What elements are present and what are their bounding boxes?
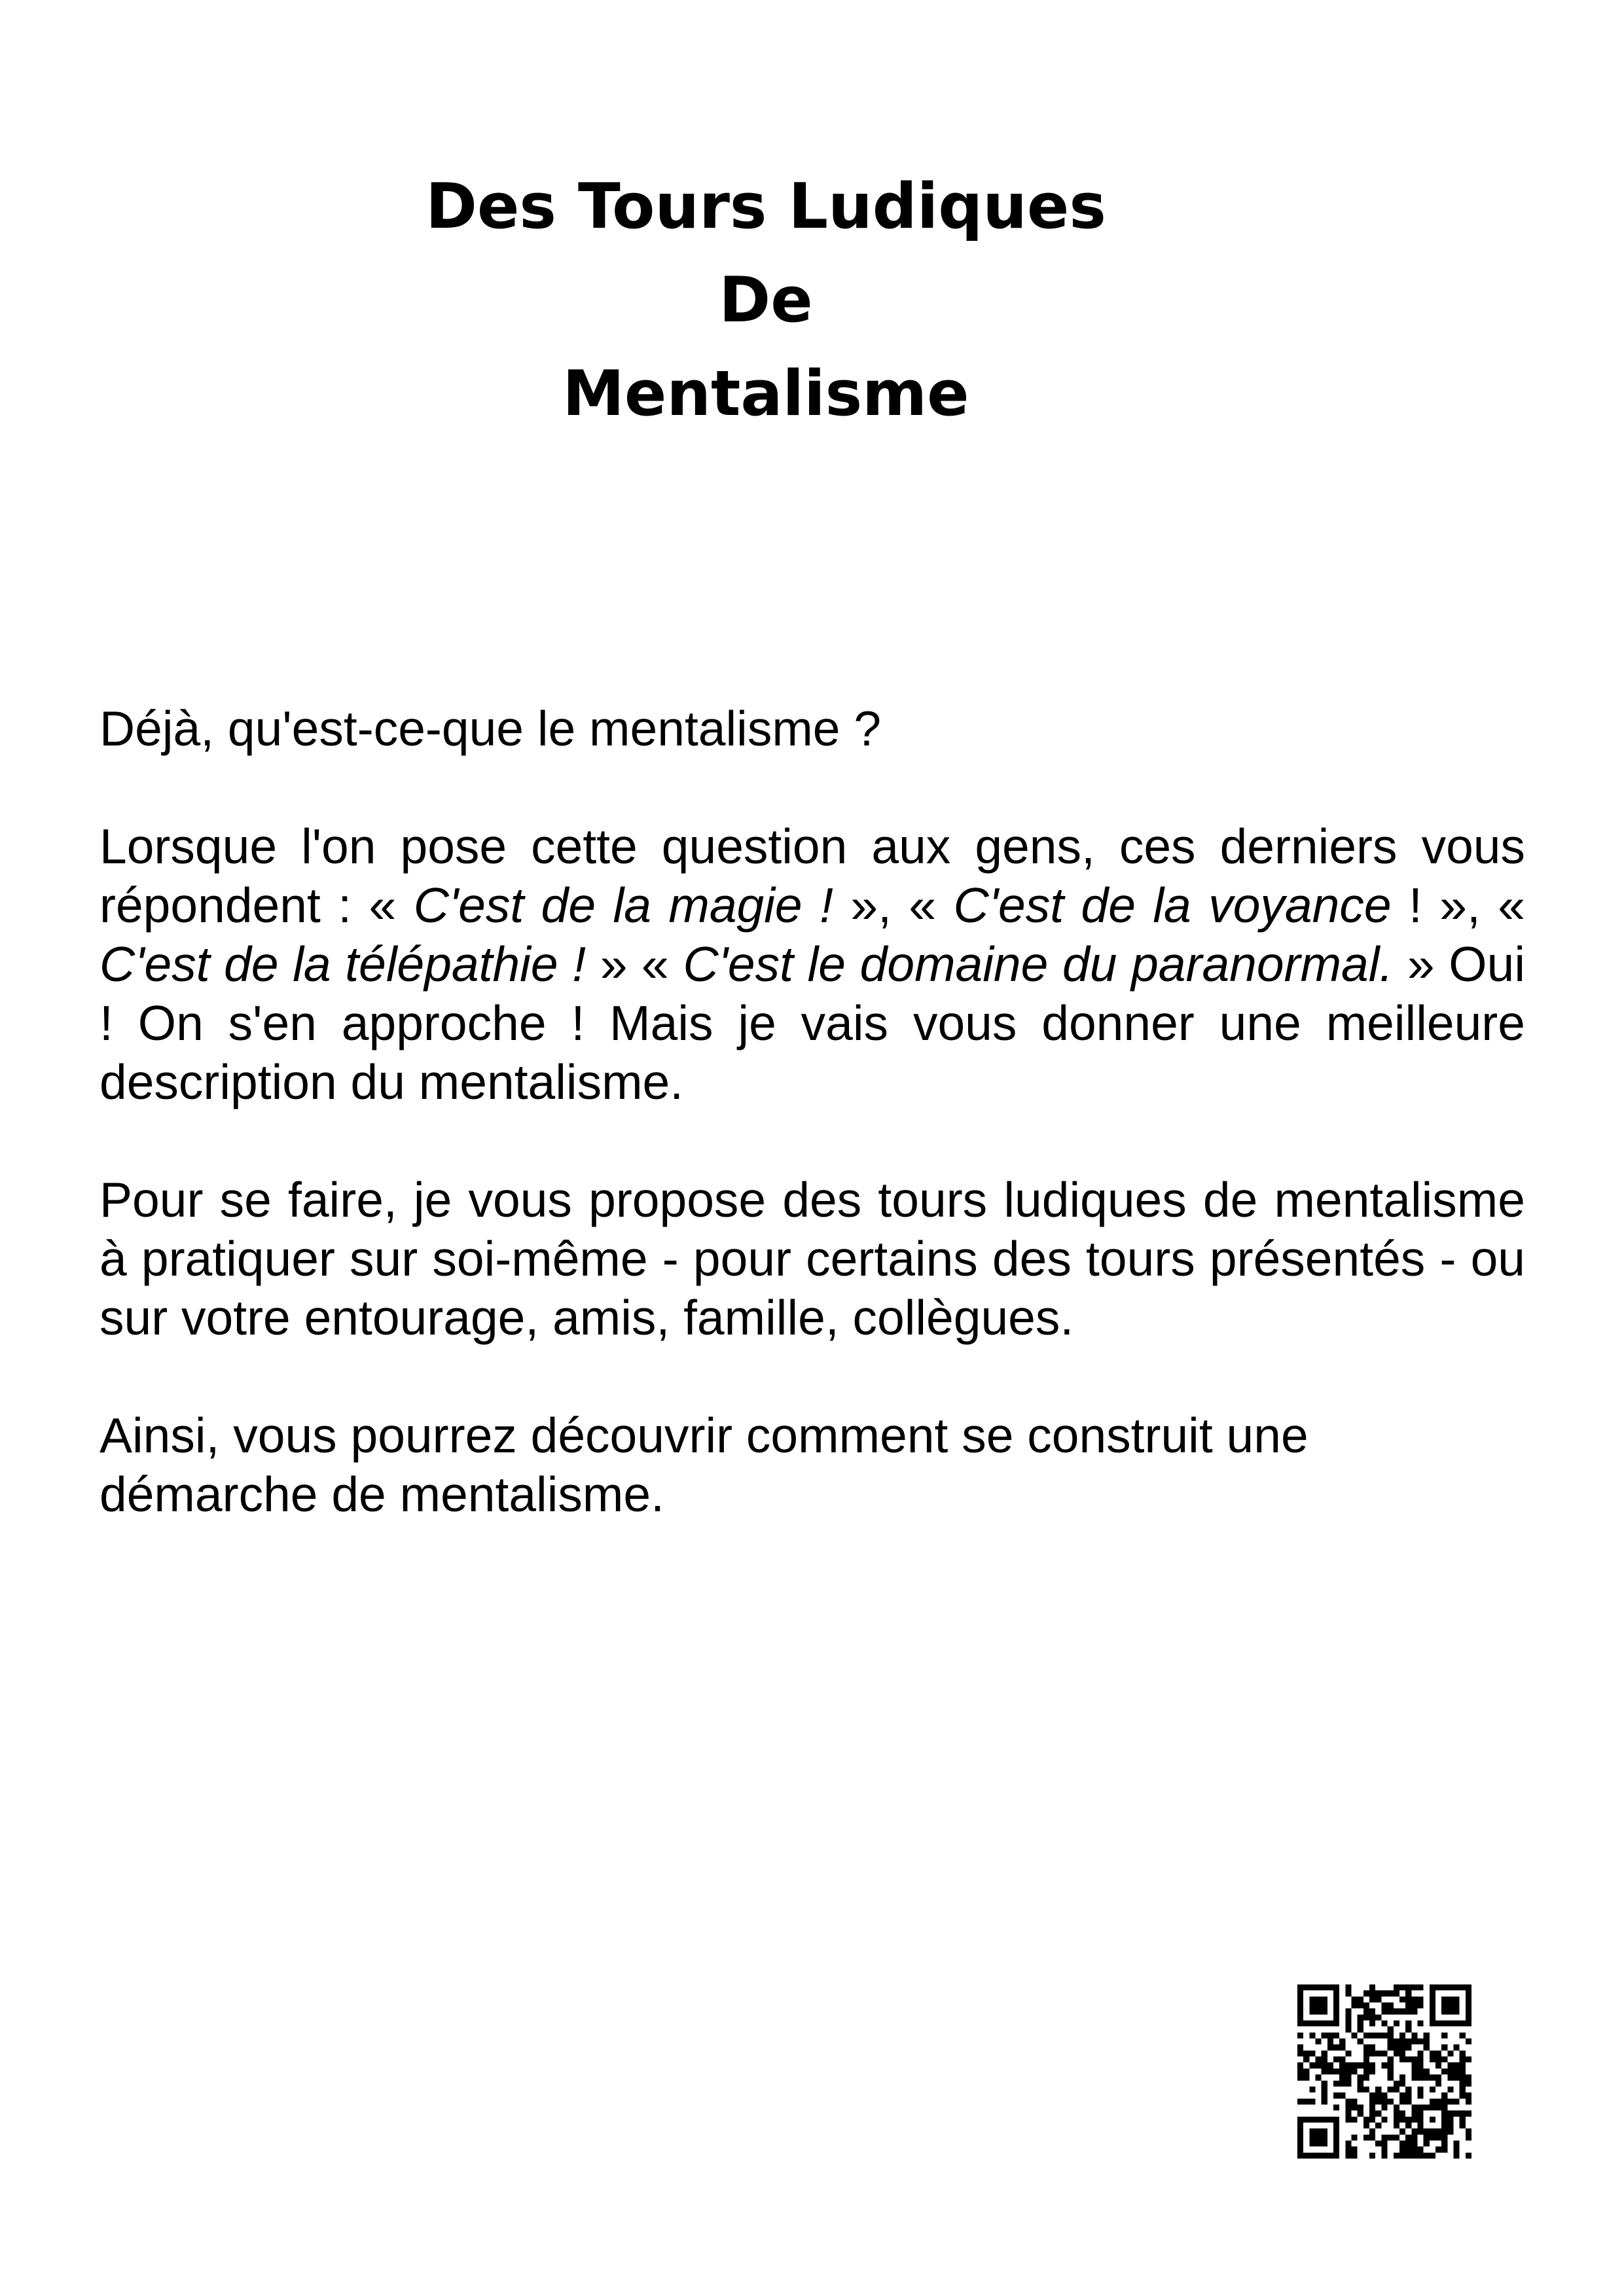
- answer-voyance: C'est de la voyance: [953, 878, 1392, 933]
- answer-telepathie: C'est de la télépathie !: [99, 937, 586, 992]
- title-line-2: De: [719, 264, 813, 336]
- document-title: [196, 160, 1335, 441]
- paragraph-conclusion: Ainsi, vous pourrez découvrir comment se construit une démarche de mentalisme.: [99, 1408, 1308, 1522]
- answer-paranormal: C'est le domaine du paranormal.: [683, 937, 1394, 992]
- paragraph-intro-question: Déjà, qu'est-ce-que le mentalisme ?: [99, 701, 882, 756]
- answers-text-2: », «: [833, 878, 954, 933]
- answer-magie: C'est de la magie !: [413, 878, 833, 933]
- answers-text-5: » Oui ! On s'en approche ! Mais je vais vous donner une meilleure description du mentalisme.: [99, 937, 1525, 1109]
- qr-code-icon[interactable]: [1297, 1984, 1471, 2159]
- answers-text-4: » «: [586, 937, 683, 992]
- title-line-3: Mentalisme: [562, 358, 969, 430]
- title-line-1: Des Tours Ludiques: [425, 171, 1106, 243]
- answers-text-1: Lorsque l'on pose cette question aux gens, ces derniers vous répondent : «: [99, 819, 1525, 933]
- answers-text-3: ! », «: [1391, 878, 1525, 933]
- paragraph-proposal: Pour se faire, je vous propose des tours ludiques de mentalisme à pratiquer sur soi-même - pour certains des tours présentés - ou sur votre entourage, amis, famille, collègues.: [99, 1172, 1525, 1345]
- paragraph-common-answers: [99, 817, 1525, 1111]
- document-body: [99, 699, 1525, 1583]
